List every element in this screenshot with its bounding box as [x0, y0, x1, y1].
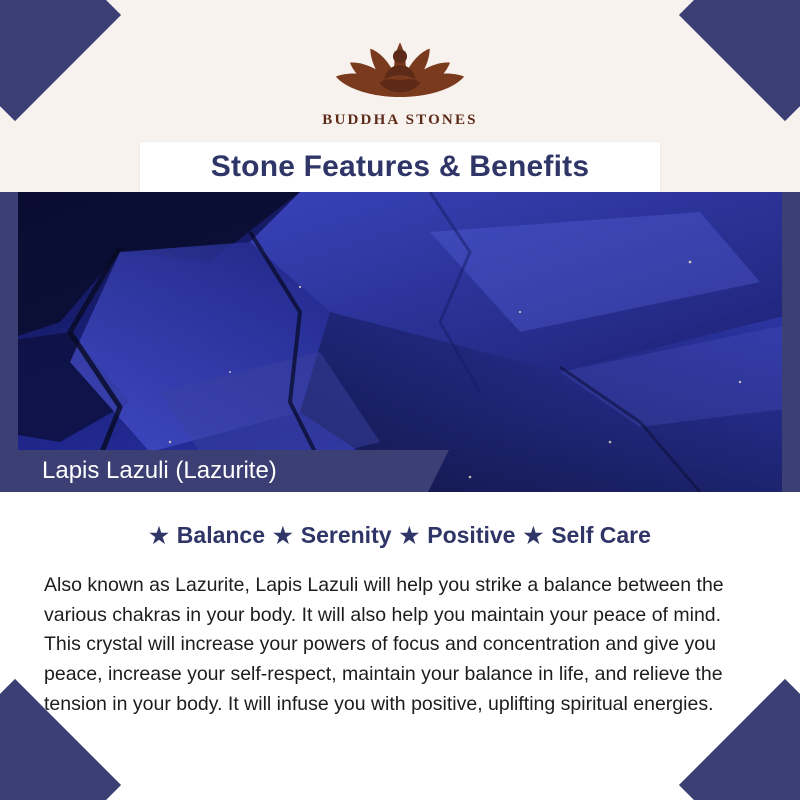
lapis-lazuli-stone-photo	[0, 192, 800, 492]
star-icon: ★	[523, 522, 544, 548]
keyword-list	[44, 522, 756, 549]
brand-logo	[200, 22, 600, 129]
lotus-meditation-icon	[314, 22, 486, 108]
keyword-item-balance: Balance	[176, 522, 266, 548]
content-section	[0, 492, 800, 800]
stone-name-label: Lapis Lazuli (Lazurite)	[42, 457, 277, 484]
keyword-item-self-care: Self Care	[551, 522, 651, 548]
description-paragraph: Also known as Lazurite, Lapis Lazuli will help you strike a balance between the various chakras in your body. It will also help you maintain your peace of mind. This crystal will increase your powers of focus and concentration and give you peace, increase your self-respect, maintain your balance in life, and relieve the tension in your body. It will infuse you with positive, uplifting spiritual energies.	[44, 574, 724, 715]
star-icon: ★	[149, 522, 169, 548]
star-icon: ★	[273, 522, 293, 548]
keyword-item-serenity: Serenity	[300, 522, 392, 548]
hero-image	[0, 192, 800, 492]
brand-name: BUDDHA STONES	[322, 112, 478, 128]
star-icon: ★	[399, 522, 420, 548]
keyword-item-positive: Positive	[427, 522, 516, 548]
page-title: Stone Features & Benefits	[210, 150, 590, 183]
title-banner	[140, 142, 660, 192]
header	[0, 0, 800, 192]
stone-name-banner	[0, 450, 428, 492]
